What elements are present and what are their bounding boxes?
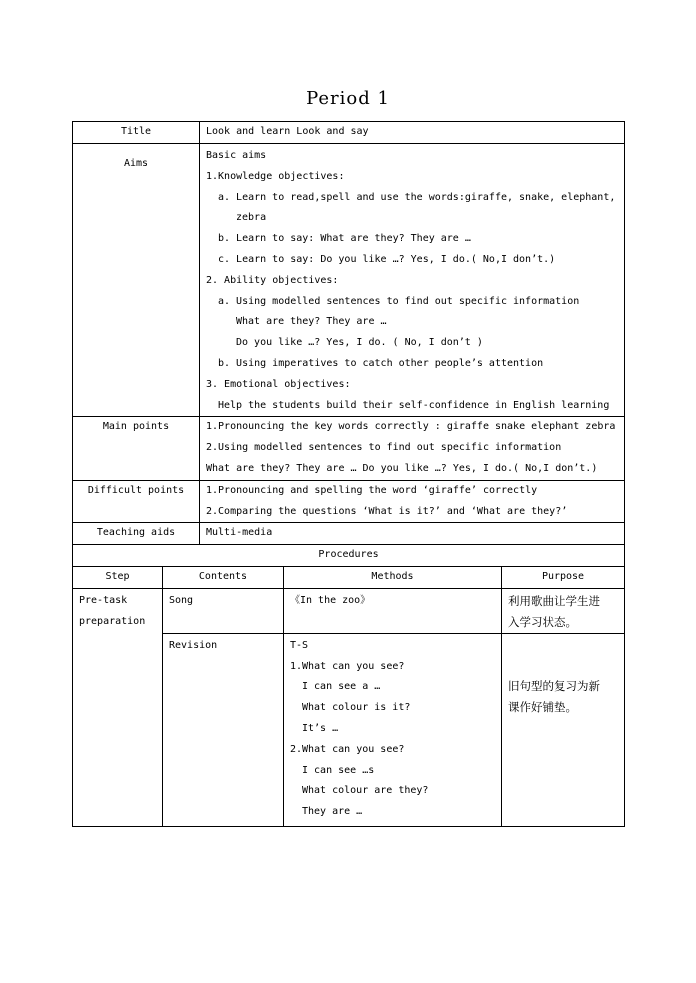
step-line: Pre-task	[79, 595, 128, 607]
methods-line: 1.What can you see?	[290, 660, 405, 672]
aims-line: Basic aims	[206, 150, 267, 161]
procedures-table	[72, 544, 625, 826]
aims-line: 1.Knowledge objectives:	[206, 170, 345, 182]
methods-line: 《In the zoo》	[290, 595, 371, 607]
column-header-purpose: Purpose	[502, 567, 625, 589]
methods-line: What colour are they?	[302, 785, 429, 797]
aims-line: 2. Ability objectives:	[206, 274, 339, 286]
methods-line: T-S	[290, 639, 309, 651]
main-points-content	[200, 417, 625, 480]
aims-line: b. Learn to say: What are they? They are …	[218, 233, 471, 245]
column-header-contents: Contents	[163, 567, 284, 589]
main-points-line: 2.Using modelled sentences to find out specific information	[206, 442, 562, 454]
methods-line: They are …	[302, 806, 363, 818]
aims-line: c. Learn to say: Do you like …? Yes, I do.( No,I don’t.)	[218, 253, 556, 265]
aims-content	[200, 144, 625, 417]
methods-line: 2.What can you see?	[290, 743, 405, 755]
aims-label: Aims	[73, 144, 200, 417]
aims-line: 3. Emotional objectives:	[206, 378, 351, 390]
purpose-cell	[502, 589, 625, 634]
column-header-step: Step	[73, 567, 163, 589]
main-points-line: What are they? They are … Do you like …? Yes, I do.( No,I don’t.)	[206, 462, 598, 474]
contents-cell: Revision	[163, 633, 284, 826]
lesson-plan-table	[72, 121, 624, 827]
title-label: Title	[73, 122, 200, 144]
difficult-points-line: 1.Pronouncing and spelling the word ‘giraffe’ correctly	[206, 484, 538, 496]
aims-line: Help the students build their self-confidence in English learning	[218, 399, 610, 411]
teaching-aids-value: Multi-media	[200, 523, 625, 545]
aims-line: zebra	[236, 212, 267, 224]
title-value: Look and learn Look and say	[200, 122, 625, 144]
main-points-line: 1.Pronouncing the key words correctly : giraffe snake elephant zebra	[206, 421, 616, 433]
step-line: preparation	[79, 615, 146, 627]
difficult-points-line: 2.Comparing the questions ‘What is it?’ and ‘What are they?’	[206, 505, 568, 517]
procedures-heading: Procedures	[73, 545, 625, 567]
purpose-line: 旧句型的复习为新	[508, 678, 600, 693]
methods-cell	[284, 589, 502, 634]
aims-line: a. Learn to read,spell and use the words:giraffe, snake, elephant,	[218, 191, 616, 203]
purpose-line: 利用歌曲让学生进	[508, 594, 600, 609]
main-points-label: Main points	[73, 417, 200, 480]
methods-line: I can see …s	[302, 764, 375, 776]
teaching-aids-label: Teaching aids	[73, 523, 200, 545]
methods-cell	[284, 633, 502, 826]
page-title: Period 1	[306, 88, 390, 109]
purpose-line: 入学习状态。	[508, 614, 577, 629]
contents-cell: Song	[163, 589, 284, 634]
overview-table	[72, 121, 625, 545]
purpose-cell	[502, 633, 625, 826]
methods-line: It’s …	[302, 722, 339, 734]
aims-line: Do you like …? Yes, I do. ( No, I don’t )	[236, 337, 483, 349]
difficult-points-label: Difficult points	[73, 480, 200, 523]
column-header-methods: Methods	[284, 567, 502, 589]
methods-line: I can see a …	[302, 681, 381, 693]
aims-line: What are they? They are …	[236, 316, 387, 328]
aims-line: a. Using modelled sentences to find out specific information	[218, 295, 580, 307]
step-cell	[73, 589, 163, 827]
purpose-line: 课作好铺垫。	[508, 699, 577, 714]
difficult-points-content	[200, 480, 625, 523]
methods-line: What colour is it?	[302, 702, 411, 714]
aims-line: b. Using imperatives to catch other people’s attention	[218, 357, 544, 369]
